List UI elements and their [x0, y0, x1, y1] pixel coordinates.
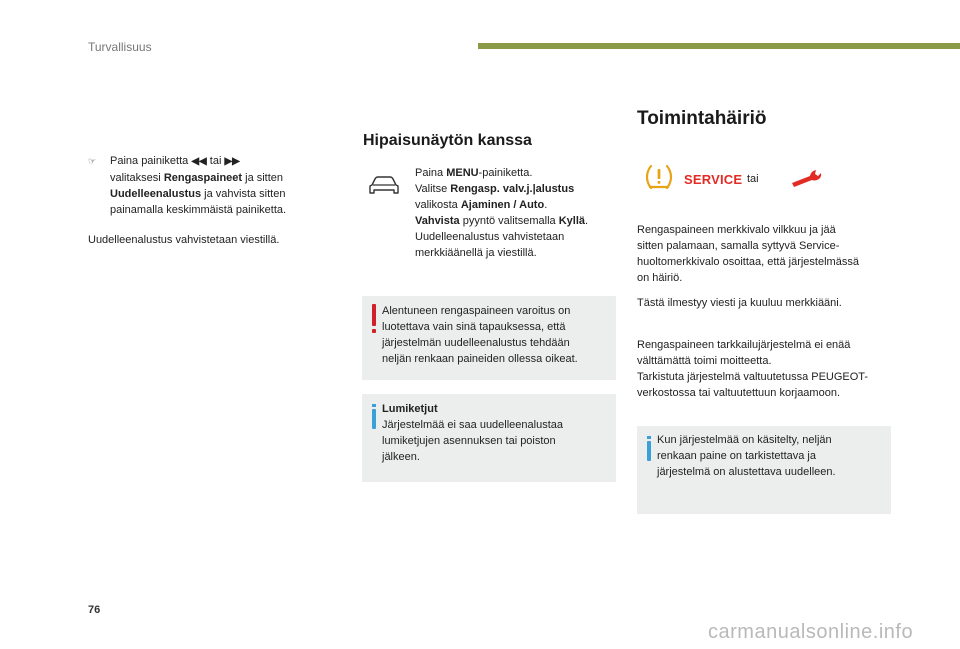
info-line: renkaan paine on tarkistettava ja	[657, 450, 816, 462]
section-rule	[478, 43, 960, 49]
section-title: Turvallisuus	[88, 40, 152, 54]
check-line: verkostossa tai valtuutettuun korjaamoon.	[637, 387, 841, 399]
step-text: ja sitten	[245, 172, 284, 184]
page-number: 76	[88, 604, 101, 616]
desc-line: Rengaspaineen merkkivalo vilkkuu ja jää	[637, 224, 836, 236]
info-text	[382, 401, 614, 465]
menu-item-bold: Rengasp. valv.j.|alustus	[450, 183, 575, 195]
message-text: Tästä ilmestyy viesti ja kuuluu merkkiääni.	[637, 297, 842, 309]
info-line: Järjestelmää ei saa uudelleenalustaa	[382, 419, 564, 431]
step-bold-reset: Uudelleenalustus	[110, 188, 202, 200]
warning-text	[382, 303, 614, 367]
or-text: tai	[747, 173, 759, 185]
menu-path-bold: Ajaminen / Auto	[460, 199, 545, 211]
step-or: tai	[209, 155, 222, 167]
info-i-icon	[647, 436, 651, 461]
malfunction-title: Toimintahäiriö	[637, 108, 767, 129]
info-line: järjestelmä on alustettava uudelleen.	[657, 466, 836, 478]
text: Paina	[415, 167, 444, 179]
info-line: Kun järjestelmää on käsitelty, neljän	[657, 434, 832, 446]
step-prefix: Paina painiketta	[110, 155, 189, 167]
info-i-icon	[372, 404, 376, 429]
info-line: jälkeen.	[382, 451, 420, 463]
malfunction-desc	[637, 222, 897, 286]
desc-line: sitten palamaan, samalla syttyvä Service-	[637, 240, 840, 252]
step-instruction	[88, 153, 358, 218]
bullet-marker: ☞	[88, 156, 97, 166]
right-arrows-icon: ▶▶	[224, 156, 240, 167]
info-line: lumiketjujen asennuksen tai poiston	[382, 435, 556, 447]
warning-line: neljän renkaan paineiden ollessa oikeat.	[382, 353, 578, 365]
tire-pressure-warning-icon	[644, 162, 674, 197]
menu-bold: MENU	[446, 167, 479, 179]
text: Valitse	[415, 183, 448, 195]
text: valikosta	[415, 199, 458, 211]
desc-line: huoltomerkkivalo osoittaa, että järjestelmässä	[637, 256, 859, 268]
text: Uudelleenalustus vahvistetaan	[415, 231, 565, 243]
warning-box	[362, 296, 616, 380]
warning-line: Alentuneen rengaspaineen varoitus on	[382, 305, 571, 317]
text: merkkiäänellä ja viestillä.	[415, 247, 537, 259]
service-label: SERVICE	[684, 172, 743, 187]
step-bold-tyre-pressure: Rengaspaineet	[163, 172, 243, 184]
yes-bold: Kyllä	[558, 215, 585, 227]
confirm-text: Uudelleenalustus vahvistetaan viestillä.	[88, 234, 280, 246]
watermark: carmanualsonline.info	[708, 621, 914, 643]
step-text: valitaksesi	[110, 172, 161, 184]
warning-exclamation-icon	[372, 304, 376, 333]
info-text	[657, 432, 889, 480]
step-text: ja vahvista sitten	[204, 188, 286, 200]
check-line: Tarkistuta järjestelmä valtuutetussa PEUGEOT-	[637, 371, 869, 383]
text: .	[544, 199, 548, 211]
text: -painiketta.	[478, 167, 533, 179]
info-box-reinit	[637, 426, 891, 514]
left-arrows-icon: ◀◀	[191, 156, 207, 167]
text: .	[585, 215, 589, 227]
touchscreen-title: Hipaisunäytön kanssa	[363, 132, 532, 149]
touchscreen-steps	[415, 165, 615, 261]
check-system-text	[637, 337, 897, 401]
check-line: Rengaspaineen tarkkailujärjestelmä ei enää	[637, 339, 851, 351]
text: pyyntö valitsemalla	[462, 215, 556, 227]
check-line: välttämättä toimi moitteetta.	[637, 355, 772, 367]
info-title: Lumiketjut	[382, 403, 438, 415]
info-box-snow-chains	[362, 394, 616, 482]
desc-line: on häiriö.	[637, 272, 683, 284]
confirm-bold: Vahvista	[415, 215, 460, 227]
warning-line: järjestelmän uudelleenalustus tehdään	[382, 337, 570, 349]
car-outline-icon	[366, 171, 402, 204]
step-text: painamalla keskimmäistä painiketta.	[110, 204, 287, 216]
warning-line: luotettava vain sinä tapauksessa, että	[382, 321, 566, 333]
wrench-icon	[790, 168, 824, 193]
